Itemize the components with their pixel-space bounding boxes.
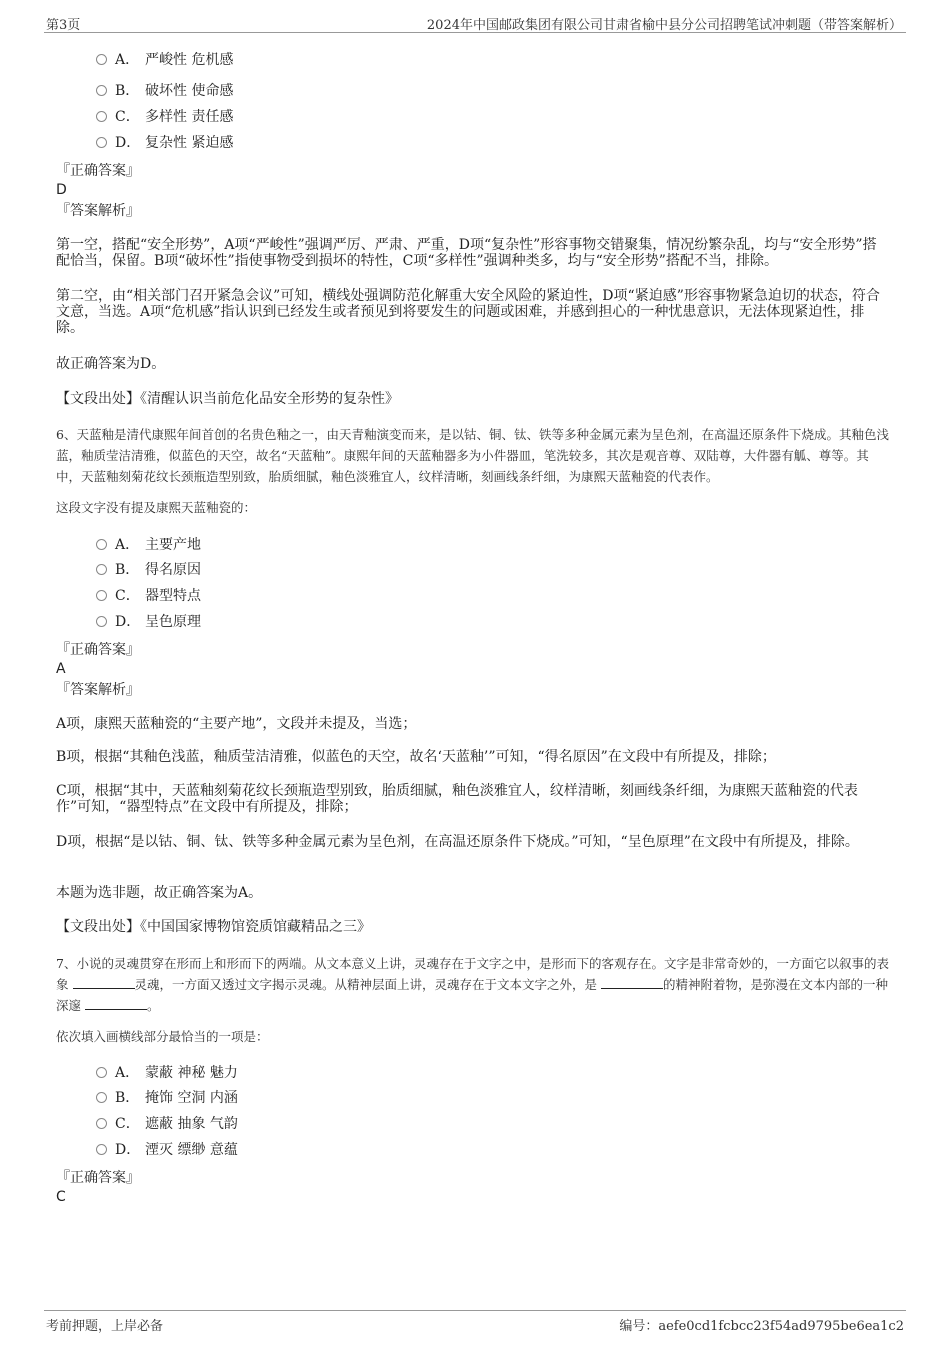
q5-option-b[interactable]: B． 破坏性 使命感 [96,82,233,100]
q6-question: 这段文字没有提及康熙天蓝釉瓷的： [56,500,257,515]
radio-icon[interactable] [96,1092,107,1103]
q6-answer: A [56,661,66,677]
q7-option-a[interactable]: A． 蒙蔽 神秘 魅力 [96,1064,238,1082]
radio-icon[interactable] [96,85,107,96]
q6-answer-label: 『正确答案』 [56,642,140,658]
q5-option-d[interactable]: D． 复杂性 紧迫感 [96,134,233,152]
q6-analysis-label: 『答案解析』 [56,682,140,698]
footer-slogan: 考前押题，上岸必备 [46,1319,164,1334]
q7-option-d[interactable]: D． 湮灭 缥缈 意蕴 [96,1141,238,1159]
q7-option-c[interactable]: C． 遮蔽 抽象 气韵 [96,1115,238,1133]
radio-icon[interactable] [96,539,107,550]
q6-analysis-a: A项，康熙天蓝釉瓷的“主要产地”，文段并未提及，当选； [56,716,417,732]
q5-answer-label: 『正确答案』 [56,163,140,179]
q5-answer: D [56,182,67,198]
radio-icon[interactable] [96,564,107,575]
q5-analysis-label: 『答案解析』 [56,203,140,219]
radio-icon[interactable] [96,54,107,65]
radio-icon[interactable] [96,590,107,601]
radio-icon[interactable] [96,1067,107,1078]
q6-source: 【文段出处】《中国国家博物馆瓷质馆藏精品之三》 [56,919,371,935]
q6-option-c[interactable]: C． 器型特点 [96,587,201,605]
document-title: 2024年中国邮政集团有限公司甘肃省榆中县分公司招聘笔试冲刺题（带答案解析） [426,18,902,33]
q6-option-b[interactable]: B． 得名原因 [96,561,201,579]
q7-option-b[interactable]: B． 掩饰 空洞 内涵 [96,1089,238,1107]
radio-icon[interactable] [96,111,107,122]
q5-analysis-p1: 第一空，搭配“安全形势”，A项“严峻性”强调严厉、严肃、严重，D项“复杂性”形容事物交错聚集，情况纷繁杂乱，均与“安全形势”搭配恰当，保留。B项“破坏性”指使事物受到损坏的特性，C项“多样性”强调种类多，均与“安全形势”搭配不当，排除。 [56,237,877,269]
q7-question: 依次填入画横线部分最恰当的一项是： [56,1029,269,1044]
q5-option-a[interactable]: A． 严峻性 危机感 [96,51,233,69]
q6-option-d[interactable]: D． 呈色原理 [96,613,201,631]
q6-option-a[interactable]: A． 主要产地 [96,536,201,554]
radio-icon[interactable] [96,616,107,627]
q5-analysis-p2: 第二空，由“相关部门召开紧急会议”可知，横线处强调防范化解重大安全风险的紧迫性，D项“紧迫感”形容事物紧急迫切的状态，符合文意，当选。A项“危机感”指认识到已经发生或者预见到将要发生的问题或困难，并感到担心的一种忧患意识，无法体现紧迫性，排除。 [56,288,880,336]
page-number: 第3页 [46,18,81,33]
q6-analysis-b: B项，根据“其釉色浅蓝，釉质莹洁清雅，似蓝色的天空，故名‘天蓝釉’”可知，“得名原因”在文段中有所提及，排除； [56,749,776,765]
q6-stem: 6、天蓝釉是清代康熙年间首创的名贵色釉之一，由天青釉演变而来，是以钴、铜、钛、铁等多种金属元素为呈色剂，在高温还原条件下烧成。其釉色浅蓝，釉质莹洁清雅，似蓝色的天空，故名“天蓝釉”。康熙年间的天蓝釉器多为小件器皿，笔洗较多，其次是观音尊、双陆尊，大件器有觚、尊等。其中，天蓝釉刻菊花纹长颈瓶造型别致，胎质细腻，釉色淡雅宜人，纹样清晰，刻画线条纤细，为康熙天蓝釉瓷的代表作。 [56,427,889,484]
page-footer [44,1310,906,1334]
document-code: 编号：aefe0cd1fcbcc23f54ad9795be6ea1c2 [619,1319,904,1334]
radio-icon[interactable] [96,1144,107,1155]
fill-blank-2[interactable] [601,978,663,989]
q5-source: 【文段出处】《清醒认识当前危化品安全形势的复杂性》 [56,391,399,407]
fill-blank-3[interactable] [85,999,147,1010]
radio-icon[interactable] [96,1118,107,1129]
q6-analysis-c: C项，根据“其中，天蓝釉刻菊花纹长颈瓶造型别致，胎质细腻，釉色淡雅宜人，纹样清晰，刻画线条纤细，为康熙天蓝釉瓷的代表作”可知，“器型特点”在文段中有所提及，排除； [56,783,858,815]
page-header [44,14,906,33]
q7-answer-label: 『正确答案』 [56,1170,140,1186]
q6-analysis-d: D项，根据“是以钴、铜、钛、铁等多种金属元素为呈色剂，在高温还原条件下烧成。”可知，“呈色原理”在文段中有所提及，排除。 [56,834,859,850]
q6-analysis-conclusion: 本题为选非题，故正确答案为A。 [56,885,263,901]
q7-answer: C [56,1189,66,1205]
fill-blank-1[interactable] [73,978,135,989]
q5-analysis-p3: 故正确答案为D。 [56,356,166,372]
q7-stem: 7、小说的灵魂贯穿在形而上和形而下的两端。从文本意义上讲，灵魂存在于文字之中，是形而下的客观存在。文字是非常奇妙的，一方面它以叙事的表象 灵魂，一方面又透过文字揭示灵魂。从精神层面上讲，灵魂存在于文本文字之外，是 的精神附着物，是弥漫在文本内部的一种深邃 。 [56,956,889,1013]
q5-option-c[interactable]: C． 多样性 责任感 [96,108,233,126]
radio-icon[interactable] [96,137,107,148]
